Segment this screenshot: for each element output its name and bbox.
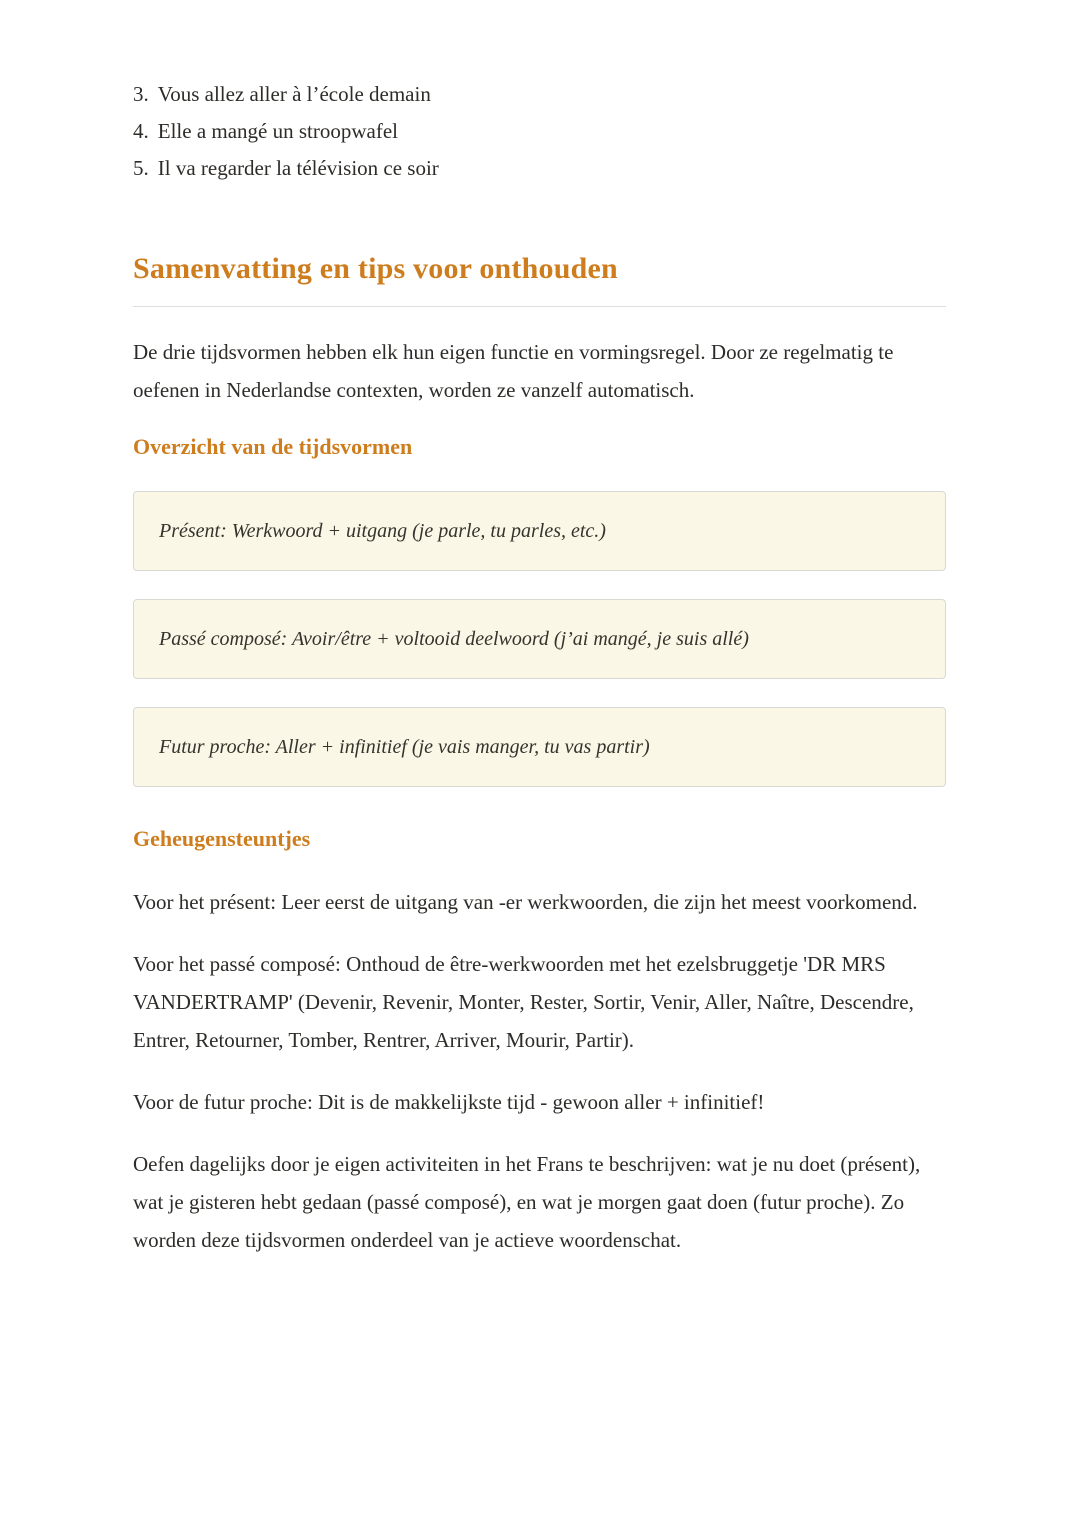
item-text: Il va regarder la télévision ce soir [157, 156, 439, 180]
item-number: 5. [133, 156, 149, 180]
list-item [133, 113, 946, 150]
exercise-list [133, 76, 946, 187]
callout-text-futur-proche: Futur proche: Aller + infinitief (je vais manger, tu vas partir) [159, 736, 650, 758]
list-item [133, 150, 946, 187]
item-text: Elle a mangé un stroopwafel [157, 119, 398, 143]
item-number: 4. [133, 119, 149, 143]
mnemonic-paragraph-passe-compose: Voor het passé composé: Onthoud de être-werkwoorden met het ezelsbruggetje 'DR MRS VANDERTRAMP' (Devenir, Revenir, Monter, Rester, Sortir, Venir, Aller, Naître, Descendre, Entrer, Retourner, Tomber, Rentrer, Arriver, Mourir, Partir). [133, 952, 914, 1052]
callout-text-passe-compose: Passé composé: Avoir/être + voltooid deelwoord (j’ai mangé, je suis allé) [159, 628, 749, 650]
practice-paragraph: Oefen dagelijks door je eigen activiteiten in het Frans te beschrijven: wat je nu doet (présent), wat je gisteren hebt gedaan (passé composé), en wat je morgen gaat doen (futur proche). Zo worden deze tijdsvormen onderdeel van je actieve woordenschat. [133, 1152, 921, 1252]
subsection-heading-mnemonics: Geheugensteuntjes [133, 826, 311, 851]
callout-box-futur-proche [133, 707, 946, 787]
mnemonic-paragraph-present: Voor het présent: Leer eerst de uitgang van -er werkwoorden, die zijn het meest voorkomend. [133, 890, 918, 914]
callout-box-present [133, 491, 946, 571]
item-number: 3. [133, 82, 149, 106]
mnemonic-paragraph-futur-proche: Voor de futur proche: Dit is de makkelijkste tijd - gewoon aller + infinitief! [133, 1090, 765, 1114]
item-text: Vous allez aller à l’école demain [157, 82, 431, 106]
subsection-heading-overview: Overzicht van de tijdsvormen [133, 434, 413, 459]
section-heading: Samenvatting en tips voor onthouden [133, 249, 946, 307]
callout-box-passe-compose [133, 599, 946, 679]
intro-paragraph: De drie tijdsvormen hebben elk hun eigen functie en vormingsregel. Door ze regelmatig te oefenen in Nederlandse contexten, worden ze vanzelf automatisch. [133, 340, 894, 402]
list-item [133, 76, 946, 113]
callout-text-present: Présent: Werkwoord + uitgang (je parle, tu parles, etc.) [159, 520, 606, 542]
